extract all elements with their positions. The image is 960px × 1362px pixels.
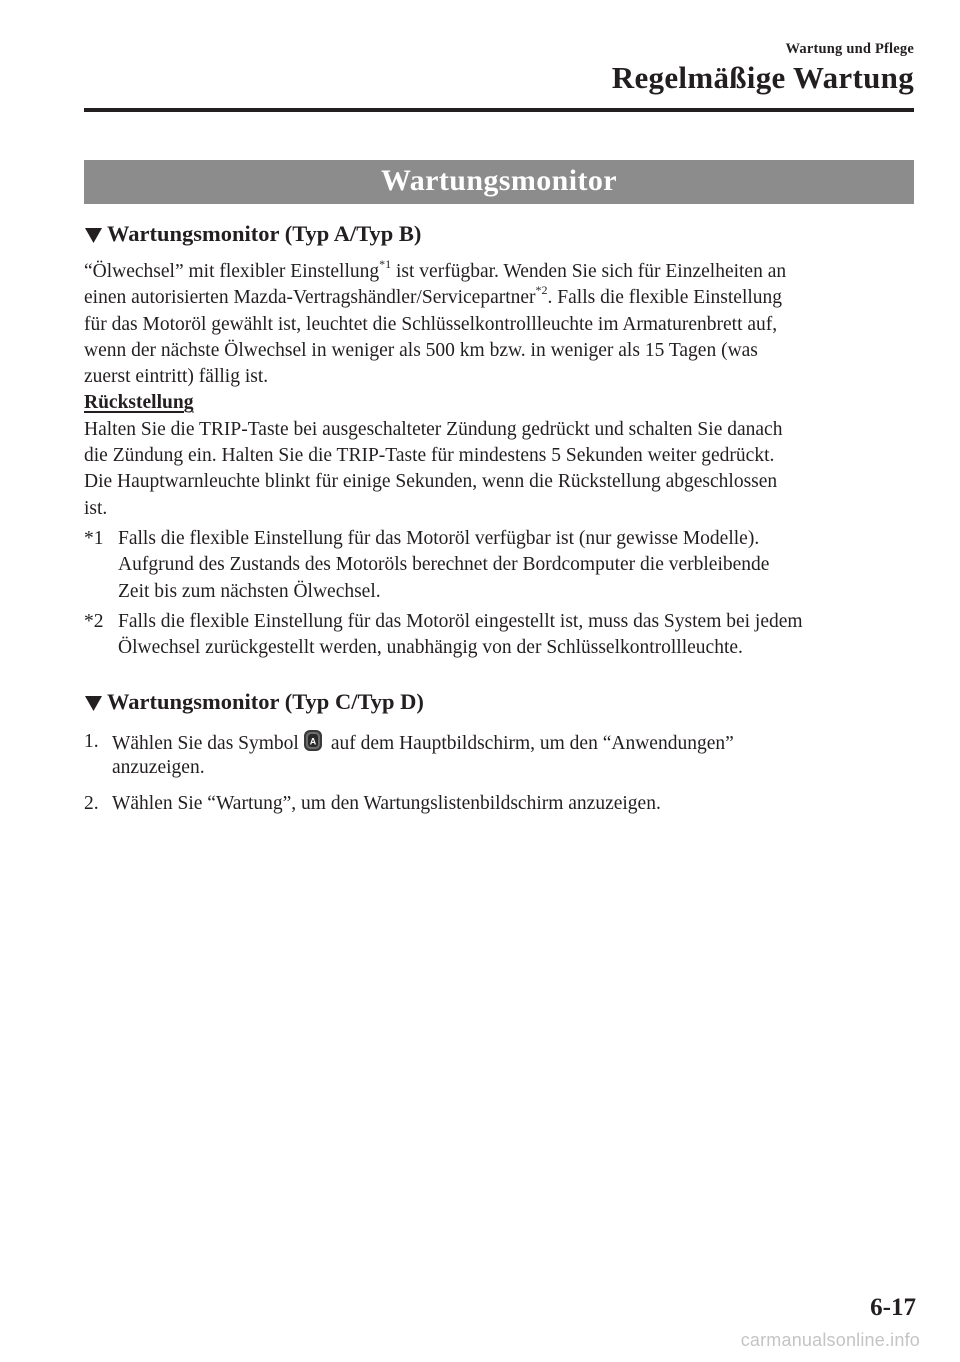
section-heading-text: Wartungsmonitor (Typ A/Typ B) [107, 221, 422, 246]
footnote-line: Aufgrund des Zustands des Motoröls berechnet der Bordcomputer die verbleibende [118, 554, 770, 576]
step-number: 1. [84, 731, 99, 752]
paragraph-line: einen autorisierten Mazda-Vertragshändler/Servicepartner$^{*2}$. Falls die flexible Einstellung [84, 282, 783, 309]
intro-paragraph [84, 256, 920, 522]
svg-text:A: A [309, 736, 317, 747]
reset-line: die Zündung ein. Halten Sie die TRIP-Taste für mindestens 5 Sekunden weiter gedrückt. [84, 445, 775, 467]
applications-icon [303, 729, 323, 752]
footnote-ref-1: *1 [379, 256, 392, 271]
paragraph-line: “Ölwechsel” mit flexibler Einstellung$^{*1}$ ist verfügbar. Wenden Sie sich für Einzelheiten an [84, 256, 787, 282]
section-heading-text: Wartungsmonitor (Typ C/Typ D) [107, 689, 424, 714]
banner-title: Wartungsmonitor [380, 164, 617, 197]
triangle-down-icon [84, 694, 103, 712]
step-number: 2. [84, 793, 99, 814]
reset-line: Halten Sie die TRIP-Taste bei ausgeschalteter Zündung gedrückt und schalten Sie danach [84, 418, 783, 440]
reset-line: Die Hauptwarnleuchte blinkt für einige Sekunden, wenn die Rückstellung abgeschlossen [84, 471, 778, 493]
topic-banner [84, 160, 914, 204]
header-divider [84, 108, 914, 112]
page-number: 6-17 [870, 1294, 916, 1321]
footnote-line: Ölwechsel zurückgestellt werden, unabhängig von der Schlüsselkontrollleuchte. [118, 637, 743, 659]
watermark: carmanualsonline.info [740, 1330, 920, 1350]
reset-subheading: Rückstellung [84, 392, 194, 414]
paragraph-line: wenn der nächste Ölwechsel in weniger als 500 km bzw. in weniger als 15 Tagen (was [84, 339, 758, 361]
section-heading-typ-c-d [84, 689, 424, 715]
footnote-line: Zeit bis zum nächsten Ölwechsel. [118, 580, 381, 602]
footnote-line: Falls die flexible Einstellung für das Motoröl eingestellt ist, muss das System bei jedem [118, 611, 803, 632]
paragraph-line: für das Motoröl gewählt ist, leuchtet die Schlüsselkontrollleuchte im Armaturenbrett auf, [84, 313, 778, 335]
step-line: Wählen Sie “Wartung”, um den Wartungslistenbildschirm anzuzeigen. [112, 793, 661, 814]
footnote-mark: *2 [84, 611, 104, 632]
chapter-title: Wartung und Pflege [785, 41, 914, 57]
triangle-down-icon [84, 226, 103, 244]
footnote-line: Falls die flexible Einstellung für das Motoröl verfügbar ist (nur gewisse Modelle). [118, 528, 760, 549]
paragraph-line: zuerst eintritt) fällig ist. [84, 366, 269, 388]
footnote-mark: *1 [84, 528, 104, 549]
reset-line: ist. [84, 497, 108, 519]
section-heading-typ-a-b [84, 221, 421, 247]
step-line: anzuzeigen. [112, 757, 205, 779]
section-title: Regelmäßige Wartung [611, 60, 914, 95]
step-line: Wählen Sie das Symbol A auf dem Hauptbildschirm, um den “Anwendungen” [112, 729, 734, 755]
footnote-ref-2: *2 [535, 282, 548, 297]
